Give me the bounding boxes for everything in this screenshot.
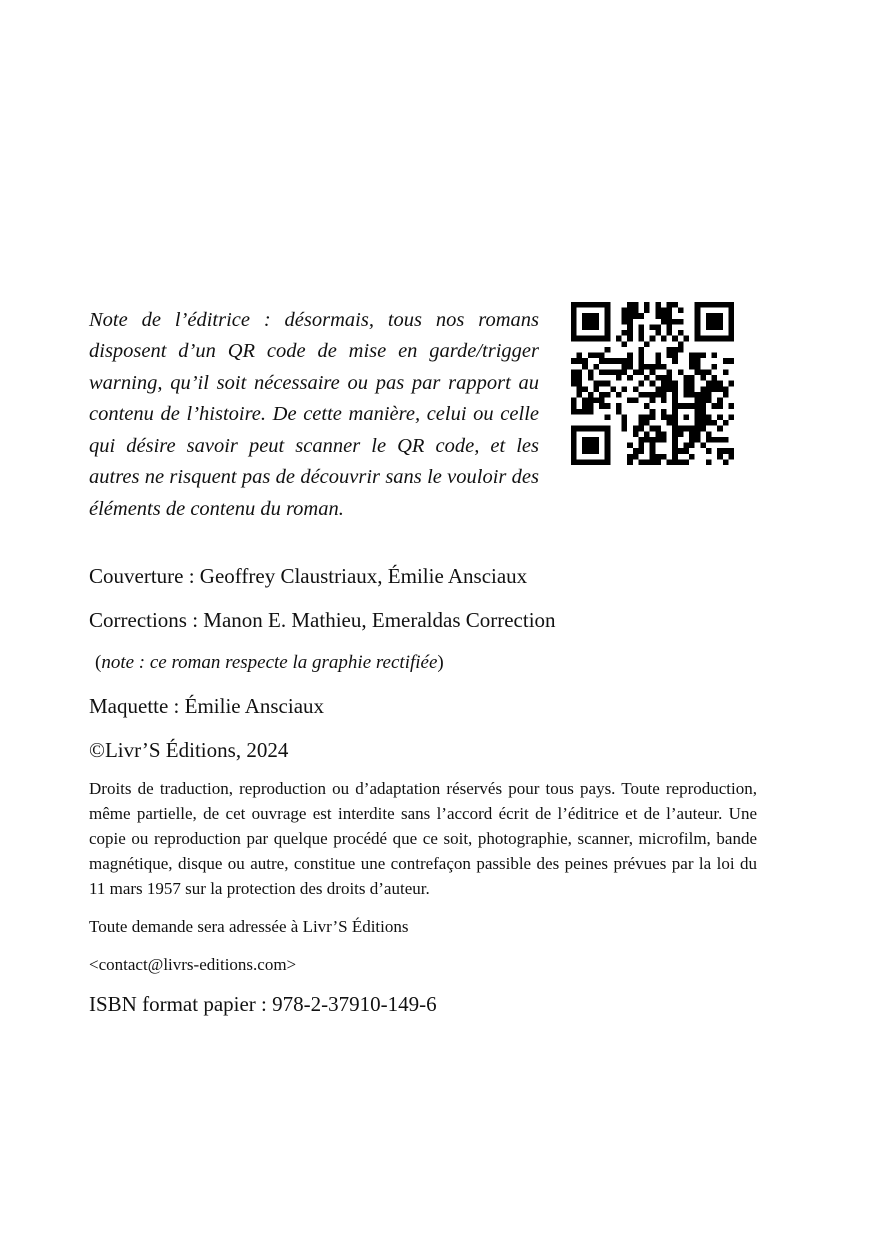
- spelling-note-close: ): [437, 652, 444, 673]
- qr-code-icon[interactable]: [571, 302, 734, 465]
- isbn-line: ISBN format papier : 978-2-37910-149-6: [89, 992, 437, 1016]
- layout-credit: Maquette : Émilie Ansciaux: [89, 694, 325, 718]
- spelling-note-open: (: [95, 652, 102, 673]
- rights-paragraph: Droits de traduction, reproduction ou d’adaptation réservés pour tous pays. Toute reproduction, même partielle, de cet ouvrage est interdite sans l’accord écrit de l’éditrice et de l’auteur. Une copie ou reproduction par quelque procédé que ce soit, photographie, scanner, microfilm, bande magnétique, disque ou autre, constitue une contrefaçon passible des peines prévues par la loi du 11 mars 1957 sur la protection des droits d’auteur.: [89, 779, 757, 898]
- publisher-note: Note de l’éditrice : désormais, tous nos romans disposent d’un QR code de mise en garde/trigger warning, qu’il soit nécessaire ou pas par rapport au contenu de l’histoire. De cette manière, celui ou celle qui désire savoir peut scanner le QR code, et les autres ne risquent pas de découvrir sans le vouloir des éléments de contenu du roman.: [89, 308, 539, 520]
- request-line: Toute demande sera adressée à Livr’S Éditions: [89, 917, 409, 936]
- qr-code-graphic: [571, 302, 734, 465]
- cover-credit: Couverture : Geoffrey Claustriaux, Émilie Ansciaux: [89, 564, 528, 588]
- spelling-note-text: note : ce roman respecte la graphie rectifiée: [101, 652, 438, 673]
- copyright-line: ©Livr’S Éditions, 2024: [89, 738, 289, 762]
- corrections-credit: Corrections : Manon E. Mathieu, Emeraldas Correction: [89, 608, 556, 632]
- spelling-note: [89, 650, 757, 676]
- contact-email[interactable]: <contact@livrs-editions.com>: [89, 955, 297, 974]
- credits-block: [89, 562, 757, 1018]
